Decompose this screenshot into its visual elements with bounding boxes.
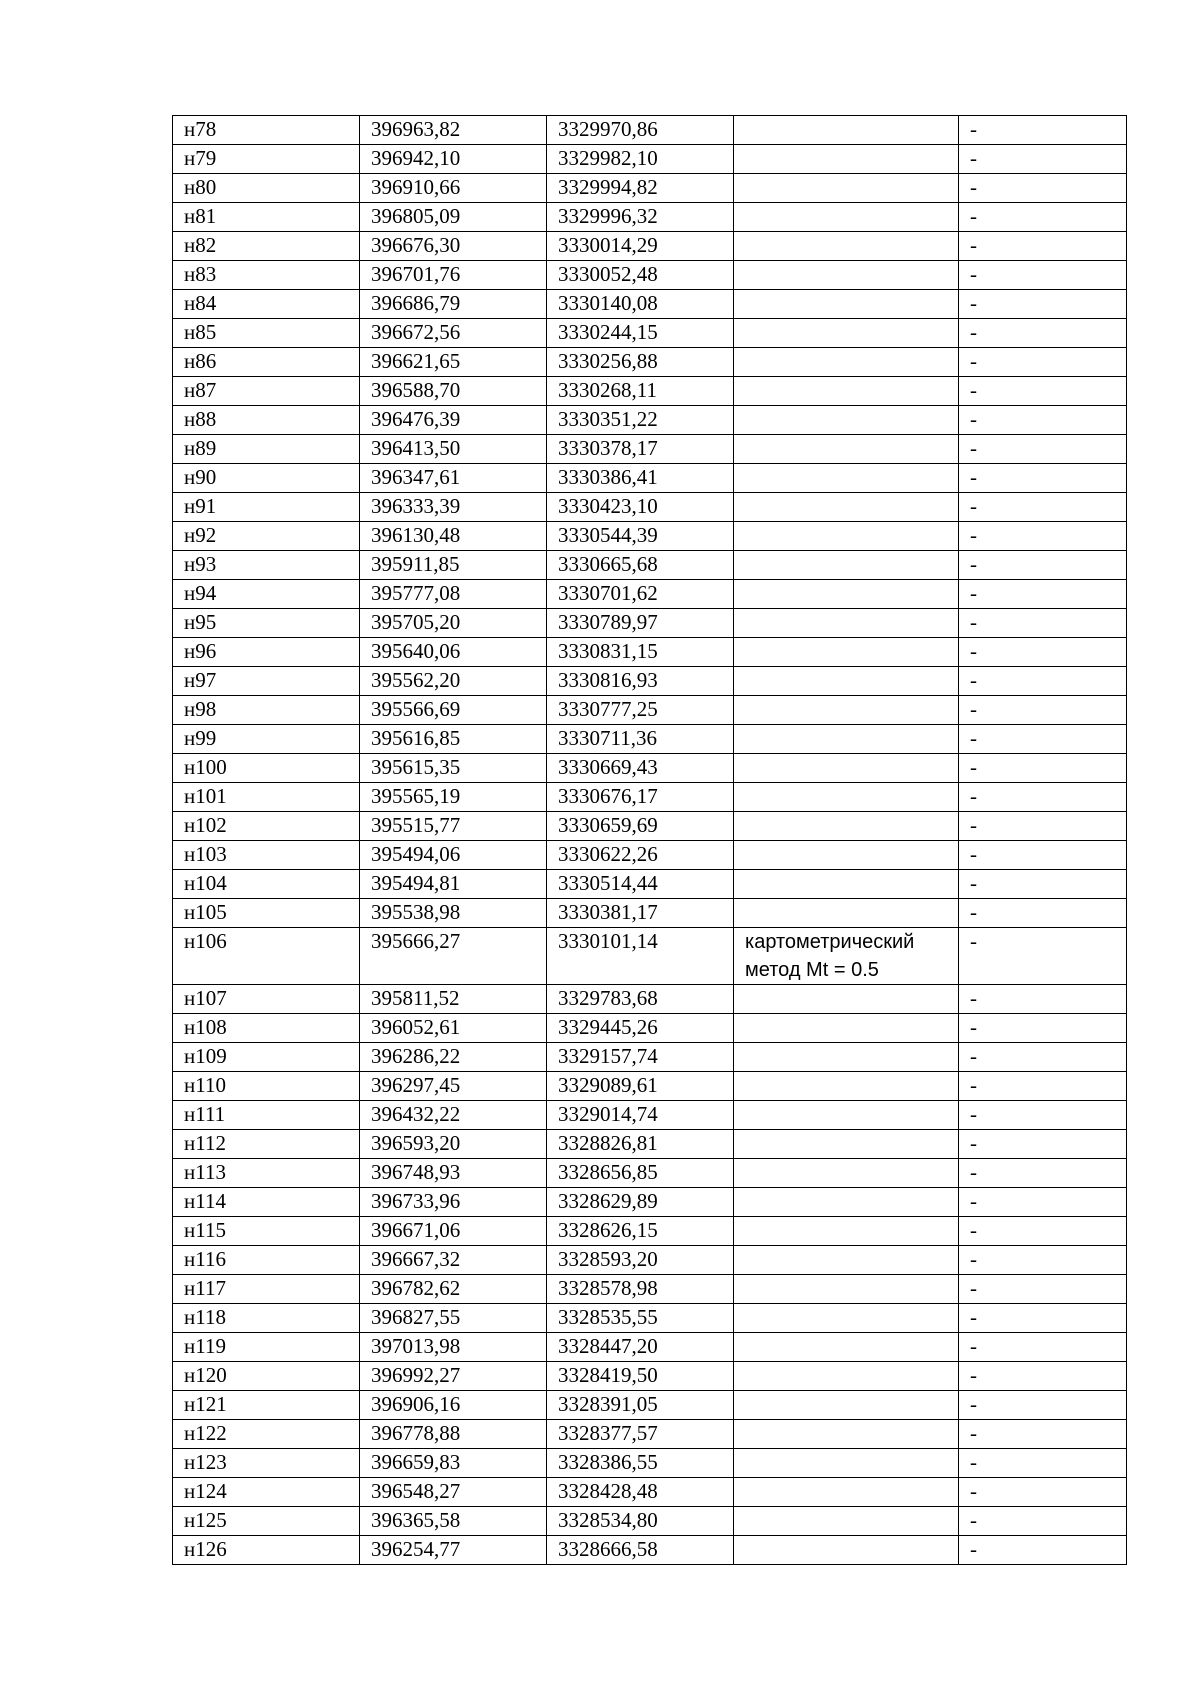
point-cell: н81 [173, 203, 360, 232]
note-cell: - [959, 1478, 1127, 1507]
table-row [173, 1072, 1127, 1101]
y-coordinate-cell: 3328626,15 [547, 1217, 734, 1246]
point-cell: н117 [173, 1275, 360, 1304]
note-cell: - [959, 870, 1127, 899]
note-cell: - [959, 1449, 1127, 1478]
table-row [173, 1333, 1127, 1362]
table-row [173, 290, 1127, 319]
note-cell: - [959, 377, 1127, 406]
x-coordinate-cell: 395811,52 [360, 985, 547, 1014]
point-cell: н83 [173, 261, 360, 290]
table-row [173, 1246, 1127, 1275]
coordinates-table [172, 115, 1127, 1565]
table-row [173, 580, 1127, 609]
x-coordinate-cell: 395616,85 [360, 725, 547, 754]
table-row [173, 841, 1127, 870]
point-cell: н95 [173, 609, 360, 638]
point-cell: н88 [173, 406, 360, 435]
y-coordinate-cell: 3328593,20 [547, 1246, 734, 1275]
note-cell: - [959, 203, 1127, 232]
point-cell: н104 [173, 870, 360, 899]
table-row [173, 928, 1127, 985]
x-coordinate-cell: 396286,22 [360, 1043, 547, 1072]
y-coordinate-cell: 3328826,81 [547, 1130, 734, 1159]
x-coordinate-cell: 396782,62 [360, 1275, 547, 1304]
y-coordinate-cell: 3330816,93 [547, 667, 734, 696]
note-cell: - [959, 696, 1127, 725]
note-cell: - [959, 261, 1127, 290]
x-coordinate-cell: 395615,35 [360, 754, 547, 783]
point-cell: н94 [173, 580, 360, 609]
note-cell: - [959, 348, 1127, 377]
x-coordinate-cell: 396254,77 [360, 1536, 547, 1565]
table-row [173, 870, 1127, 899]
x-coordinate-cell: 395777,08 [360, 580, 547, 609]
table-row [173, 1478, 1127, 1507]
y-coordinate-cell: 3330711,36 [547, 725, 734, 754]
table-row [173, 1449, 1127, 1478]
point-cell: н126 [173, 1536, 360, 1565]
y-coordinate-cell: 3328629,89 [547, 1188, 734, 1217]
x-coordinate-cell: 396672,56 [360, 319, 547, 348]
method-cell [734, 319, 959, 348]
point-cell: н85 [173, 319, 360, 348]
x-coordinate-cell: 396297,45 [360, 1072, 547, 1101]
method-cell [734, 870, 959, 899]
table-row [173, 232, 1127, 261]
point-cell: н107 [173, 985, 360, 1014]
method-cell [734, 1333, 959, 1362]
y-coordinate-cell: 3329783,68 [547, 985, 734, 1014]
method-cell [734, 899, 959, 928]
y-coordinate-cell: 3328377,57 [547, 1420, 734, 1449]
x-coordinate-cell: 395565,19 [360, 783, 547, 812]
x-coordinate-cell: 396621,65 [360, 348, 547, 377]
method-cell [734, 145, 959, 174]
x-coordinate-cell: 396910,66 [360, 174, 547, 203]
x-coordinate-cell: 396593,20 [360, 1130, 547, 1159]
note-cell: - [959, 1507, 1127, 1536]
method-cell [734, 348, 959, 377]
point-cell: н86 [173, 348, 360, 377]
note-cell: - [959, 1159, 1127, 1188]
x-coordinate-cell: 395640,06 [360, 638, 547, 667]
method-cell [734, 1043, 959, 1072]
y-coordinate-cell: 3330378,17 [547, 435, 734, 464]
note-cell: - [959, 638, 1127, 667]
point-cell: н89 [173, 435, 360, 464]
x-coordinate-cell: 396827,55 [360, 1304, 547, 1333]
point-cell: н87 [173, 377, 360, 406]
note-cell: - [959, 522, 1127, 551]
method-cell [734, 725, 959, 754]
x-coordinate-cell: 396659,83 [360, 1449, 547, 1478]
x-coordinate-cell: 395562,20 [360, 667, 547, 696]
table-row [173, 985, 1127, 1014]
y-coordinate-cell: 3330665,68 [547, 551, 734, 580]
x-coordinate-cell: 396748,93 [360, 1159, 547, 1188]
table-row [173, 1101, 1127, 1130]
y-coordinate-cell: 3329970,86 [547, 116, 734, 145]
point-cell: н114 [173, 1188, 360, 1217]
method-cell [734, 1362, 959, 1391]
y-coordinate-cell: 3330701,62 [547, 580, 734, 609]
y-coordinate-cell: 3328535,55 [547, 1304, 734, 1333]
point-cell: н116 [173, 1246, 360, 1275]
point-cell: н111 [173, 1101, 360, 1130]
point-cell: н91 [173, 493, 360, 522]
note-cell: - [959, 928, 1127, 985]
y-coordinate-cell: 3330052,48 [547, 261, 734, 290]
note-cell: - [959, 435, 1127, 464]
point-cell: н103 [173, 841, 360, 870]
x-coordinate-cell: 396052,61 [360, 1014, 547, 1043]
table-row [173, 464, 1127, 493]
note-cell: - [959, 1420, 1127, 1449]
method-cell [734, 638, 959, 667]
point-cell: н110 [173, 1072, 360, 1101]
x-coordinate-cell: 395566,69 [360, 696, 547, 725]
y-coordinate-cell: 3330544,39 [547, 522, 734, 551]
point-cell: н109 [173, 1043, 360, 1072]
method-cell [734, 1449, 959, 1478]
table-row [173, 725, 1127, 754]
y-coordinate-cell: 3328391,05 [547, 1391, 734, 1420]
point-cell: н84 [173, 290, 360, 319]
y-coordinate-cell: 3328656,85 [547, 1159, 734, 1188]
y-coordinate-cell: 3330669,43 [547, 754, 734, 783]
table-row [173, 783, 1127, 812]
y-coordinate-cell: 3330789,97 [547, 609, 734, 638]
method-cell [734, 493, 959, 522]
coordinates-table-body [173, 116, 1127, 1565]
note-cell: - [959, 1014, 1127, 1043]
point-cell: н93 [173, 551, 360, 580]
point-cell: н122 [173, 1420, 360, 1449]
method-cell [734, 1246, 959, 1275]
point-cell: н121 [173, 1391, 360, 1420]
note-cell: - [959, 1362, 1127, 1391]
x-coordinate-cell: 395705,20 [360, 609, 547, 638]
method-cell [734, 667, 959, 696]
point-cell: н96 [173, 638, 360, 667]
point-cell: н118 [173, 1304, 360, 1333]
method-cell [734, 696, 959, 725]
method-cell [734, 609, 959, 638]
method-cell [734, 377, 959, 406]
note-cell: - [959, 1188, 1127, 1217]
note-cell: - [959, 1072, 1127, 1101]
note-cell: - [959, 290, 1127, 319]
method-cell [734, 435, 959, 464]
table-row [173, 899, 1127, 928]
x-coordinate-cell: 396942,10 [360, 145, 547, 174]
note-cell: - [959, 725, 1127, 754]
table-row [173, 1362, 1127, 1391]
x-coordinate-cell: 396992,27 [360, 1362, 547, 1391]
y-coordinate-cell: 3329994,82 [547, 174, 734, 203]
point-cell: н119 [173, 1333, 360, 1362]
note-cell: - [959, 667, 1127, 696]
x-coordinate-cell: 397013,98 [360, 1333, 547, 1362]
note-cell: - [959, 232, 1127, 261]
point-cell: н120 [173, 1362, 360, 1391]
x-coordinate-cell: 396805,09 [360, 203, 547, 232]
point-cell: н98 [173, 696, 360, 725]
table-row [173, 522, 1127, 551]
point-cell: н106 [173, 928, 360, 985]
y-coordinate-cell: 3328578,98 [547, 1275, 734, 1304]
y-coordinate-cell: 3328534,80 [547, 1507, 734, 1536]
y-coordinate-cell: 3328386,55 [547, 1449, 734, 1478]
method-cell [734, 1304, 959, 1333]
note-cell: - [959, 812, 1127, 841]
x-coordinate-cell: 395494,06 [360, 841, 547, 870]
note-cell: - [959, 493, 1127, 522]
x-coordinate-cell: 396701,76 [360, 261, 547, 290]
note-cell: - [959, 1101, 1127, 1130]
x-coordinate-cell: 396906,16 [360, 1391, 547, 1420]
point-cell: н79 [173, 145, 360, 174]
y-coordinate-cell: 3330676,17 [547, 783, 734, 812]
method-cell [734, 1188, 959, 1217]
method-cell [734, 841, 959, 870]
method-cell [734, 1130, 959, 1159]
note-cell: - [959, 1217, 1127, 1246]
table-row [173, 1507, 1127, 1536]
table-row [173, 116, 1127, 145]
note-cell: - [959, 754, 1127, 783]
y-coordinate-cell: 3329157,74 [547, 1043, 734, 1072]
method-cell [734, 580, 959, 609]
method-cell [734, 1507, 959, 1536]
table-row [173, 261, 1127, 290]
method-cell [734, 1072, 959, 1101]
point-cell: н124 [173, 1478, 360, 1507]
table-row [173, 1536, 1127, 1565]
note-cell: - [959, 319, 1127, 348]
note-cell: - [959, 1246, 1127, 1275]
point-cell: н92 [173, 522, 360, 551]
table-row [173, 145, 1127, 174]
method-cell [734, 1391, 959, 1420]
x-coordinate-cell: 396588,70 [360, 377, 547, 406]
note-cell: - [959, 1536, 1127, 1565]
method-cell [734, 754, 959, 783]
method-cell [734, 464, 959, 493]
x-coordinate-cell: 396476,39 [360, 406, 547, 435]
x-coordinate-cell: 396333,39 [360, 493, 547, 522]
y-coordinate-cell: 3330514,44 [547, 870, 734, 899]
y-coordinate-cell: 3330777,25 [547, 696, 734, 725]
y-coordinate-cell: 3330386,41 [547, 464, 734, 493]
method-cell [734, 116, 959, 145]
method-cell [734, 522, 959, 551]
x-coordinate-cell: 396548,27 [360, 1478, 547, 1507]
table-row [173, 1188, 1127, 1217]
note-cell: - [959, 464, 1127, 493]
method-cell [734, 1101, 959, 1130]
point-cell: н90 [173, 464, 360, 493]
y-coordinate-cell: 3330140,08 [547, 290, 734, 319]
note-cell: - [959, 174, 1127, 203]
point-cell: н97 [173, 667, 360, 696]
table-row [173, 493, 1127, 522]
note-cell: - [959, 783, 1127, 812]
table-row [173, 696, 1127, 725]
x-coordinate-cell: 395911,85 [360, 551, 547, 580]
table-row [173, 377, 1127, 406]
method-cell [734, 1420, 959, 1449]
y-coordinate-cell: 3329445,26 [547, 1014, 734, 1043]
note-cell: - [959, 609, 1127, 638]
method-cell [734, 290, 959, 319]
y-coordinate-cell: 3329089,61 [547, 1072, 734, 1101]
point-cell: н105 [173, 899, 360, 928]
x-coordinate-cell: 396963,82 [360, 116, 547, 145]
table-row [173, 609, 1127, 638]
y-coordinate-cell: 3330381,17 [547, 899, 734, 928]
point-cell: н108 [173, 1014, 360, 1043]
table-row [173, 203, 1127, 232]
note-cell: - [959, 841, 1127, 870]
x-coordinate-cell: 395666,27 [360, 928, 547, 985]
method-cell [734, 261, 959, 290]
y-coordinate-cell: 3329996,32 [547, 203, 734, 232]
table-row [173, 1159, 1127, 1188]
method-cell [734, 174, 959, 203]
method-cell [734, 1275, 959, 1304]
y-coordinate-cell: 3329982,10 [547, 145, 734, 174]
x-coordinate-cell: 396671,06 [360, 1217, 547, 1246]
table-row [173, 638, 1127, 667]
y-coordinate-cell: 3328447,20 [547, 1333, 734, 1362]
point-cell: н80 [173, 174, 360, 203]
y-coordinate-cell: 3330622,26 [547, 841, 734, 870]
method-cell [734, 985, 959, 1014]
method-cell [734, 232, 959, 261]
table-row [173, 551, 1127, 580]
x-coordinate-cell: 396365,58 [360, 1507, 547, 1536]
note-cell: - [959, 1391, 1127, 1420]
x-coordinate-cell: 396413,50 [360, 435, 547, 464]
table-row [173, 1217, 1127, 1246]
table-row [173, 348, 1127, 377]
note-cell: - [959, 580, 1127, 609]
y-coordinate-cell: 3330101,14 [547, 928, 734, 985]
point-cell: н123 [173, 1449, 360, 1478]
table-row [173, 1130, 1127, 1159]
y-coordinate-cell: 3329014,74 [547, 1101, 734, 1130]
table-row [173, 174, 1127, 203]
table-row [173, 319, 1127, 348]
point-cell: н113 [173, 1159, 360, 1188]
note-cell: - [959, 1043, 1127, 1072]
y-coordinate-cell: 3330268,11 [547, 377, 734, 406]
method-cell [734, 406, 959, 435]
point-cell: н82 [173, 232, 360, 261]
note-cell: - [959, 985, 1127, 1014]
method-cell [734, 203, 959, 232]
table-row [173, 754, 1127, 783]
method-cell [734, 1478, 959, 1507]
table-row [173, 1304, 1127, 1333]
method-cell [734, 1014, 959, 1043]
point-cell: н99 [173, 725, 360, 754]
note-cell: - [959, 1333, 1127, 1362]
y-coordinate-cell: 3330014,29 [547, 232, 734, 261]
x-coordinate-cell: 395494,81 [360, 870, 547, 899]
method-cell [734, 551, 959, 580]
table-row [173, 1420, 1127, 1449]
note-cell: - [959, 899, 1127, 928]
point-cell: н125 [173, 1507, 360, 1536]
method-cell [734, 1217, 959, 1246]
note-cell: - [959, 1275, 1127, 1304]
note-cell: - [959, 406, 1127, 435]
table-row [173, 1275, 1127, 1304]
x-coordinate-cell: 396347,61 [360, 464, 547, 493]
y-coordinate-cell: 3330244,15 [547, 319, 734, 348]
x-coordinate-cell: 396676,30 [360, 232, 547, 261]
method-cell [734, 812, 959, 841]
point-cell: н112 [173, 1130, 360, 1159]
method-cell [734, 783, 959, 812]
note-cell: - [959, 145, 1127, 174]
note-cell: - [959, 116, 1127, 145]
y-coordinate-cell: 3328419,50 [547, 1362, 734, 1391]
point-cell: н101 [173, 783, 360, 812]
y-coordinate-cell: 3330351,22 [547, 406, 734, 435]
y-coordinate-cell: 3328428,48 [547, 1478, 734, 1507]
x-coordinate-cell: 395515,77 [360, 812, 547, 841]
table-row [173, 406, 1127, 435]
x-coordinate-cell: 396686,79 [360, 290, 547, 319]
x-coordinate-cell: 396733,96 [360, 1188, 547, 1217]
x-coordinate-cell: 396667,32 [360, 1246, 547, 1275]
y-coordinate-cell: 3330256,88 [547, 348, 734, 377]
point-cell: н100 [173, 754, 360, 783]
table-row [173, 667, 1127, 696]
x-coordinate-cell: 395538,98 [360, 899, 547, 928]
method-cell: картометрический метод Mt = 0.5 [734, 928, 959, 985]
table-row [173, 812, 1127, 841]
y-coordinate-cell: 3328666,58 [547, 1536, 734, 1565]
point-cell: н115 [173, 1217, 360, 1246]
x-coordinate-cell: 396432,22 [360, 1101, 547, 1130]
table-row [173, 1391, 1127, 1420]
method-cell [734, 1159, 959, 1188]
x-coordinate-cell: 396130,48 [360, 522, 547, 551]
note-cell: - [959, 1130, 1127, 1159]
y-coordinate-cell: 3330423,10 [547, 493, 734, 522]
x-coordinate-cell: 396778,88 [360, 1420, 547, 1449]
method-cell [734, 1536, 959, 1565]
table-row [173, 1014, 1127, 1043]
point-cell: н102 [173, 812, 360, 841]
note-cell: - [959, 1304, 1127, 1333]
y-coordinate-cell: 3330659,69 [547, 812, 734, 841]
y-coordinate-cell: 3330831,15 [547, 638, 734, 667]
point-cell: н78 [173, 116, 360, 145]
table-row [173, 1043, 1127, 1072]
table-row [173, 435, 1127, 464]
note-cell: - [959, 551, 1127, 580]
